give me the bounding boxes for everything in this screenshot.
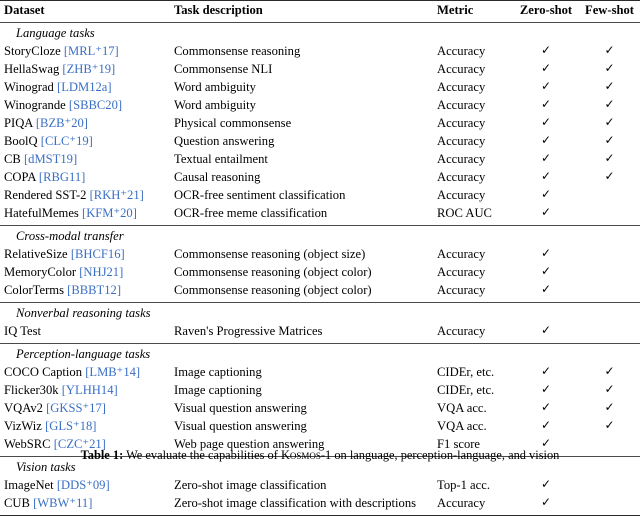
check-icon: ✓ [540,281,552,296]
citation-link[interactable]: [ZHB⁺19] [62,61,116,76]
check-icon: ✓ [540,494,552,509]
check-icon: ✓ [604,417,615,432]
cell-task-description: Question answering [174,133,275,148]
cell-task-description: Word ambiguity [174,97,256,112]
cell-task-description: OCR-free meme classification [174,205,328,220]
cell-metric: Accuracy [437,246,486,261]
cell-few-shot [579,207,640,226]
check-icon: ✓ [540,204,552,219]
caption-text-before: We evaluate the capabilities of [123,448,281,462]
section-heading-row [0,303,640,325]
cell-metric: F1 score [437,436,481,451]
cell-dataset [0,135,170,153]
check-icon: ✓ [540,78,552,93]
dataset-name: VizWiz [4,418,42,433]
cell-dataset [0,384,170,402]
cell-metric: Accuracy [437,115,486,130]
cell-metric: Accuracy [437,282,486,297]
cell-metric: Accuracy [437,495,486,510]
cell-metric: Accuracy [437,97,486,112]
cell-task-description: Causal reasoning [174,169,261,184]
cell-few-shot [579,248,640,266]
dataset-name: RelativeSize [4,246,68,261]
section-heading-label: Vision tasks [16,459,76,474]
cell-task-description: Image captioning [174,364,262,379]
cell-task-description: Zero-shot image classification [174,477,327,492]
check-icon: ✓ [604,399,615,414]
cell-task-description: Textual entailment [174,151,268,166]
citation-link[interactable]: [GLS⁺18] [45,418,97,433]
check-icon: ✓ [604,96,615,111]
cell-few-shot [579,417,640,438]
cell-few-shot [579,479,640,497]
cell-task-description: OCR-free sentiment classification [174,187,346,202]
dataset-name: HellaSwag [4,61,60,76]
cell-few-shot [579,266,640,284]
dataset-name: StoryCloze [4,43,61,58]
section-heading-row [0,344,640,366]
citation-link[interactable]: [BBBT12] [67,282,122,297]
cell-zero-shot [513,322,579,344]
cell-dataset [0,63,170,81]
citation-link[interactable]: [BHCF16] [70,246,125,261]
cell-metric: CIDEr, etc. [437,364,495,379]
table-row [0,207,640,226]
check-icon: ✓ [540,114,552,129]
dataset-name: CB [4,151,21,166]
check-icon: ✓ [540,399,552,414]
table-row [0,497,640,516]
check-icon: ✓ [540,417,552,432]
cell-metric: Accuracy [437,264,486,279]
cell-task-description: Commonsense reasoning [174,43,301,58]
citation-link[interactable]: [BZB⁺20] [35,115,88,130]
check-icon: ✓ [540,168,552,183]
section-heading-label: Nonverbal reasoning tasks [16,305,151,320]
check-icon: ✓ [540,186,552,201]
citation-link[interactable]: [LMB⁺14] [85,364,141,379]
cell-dataset [0,189,170,207]
check-icon: ✓ [540,150,552,165]
check-icon: ✓ [604,132,615,147]
check-icon: ✓ [540,245,552,260]
dataset-name: ColorTerms [4,282,64,297]
cell-dataset [0,479,170,497]
cell-metric: ROC AUC [437,205,492,220]
cell-task-description: Zero-shot image classification with descriptions [174,495,417,510]
check-icon: ✓ [540,476,552,491]
cell-dataset [0,117,170,135]
section-heading-row [0,226,640,248]
cell-dataset [0,366,170,384]
cell-few-shot [579,284,640,303]
check-icon: ✓ [604,150,615,165]
cell-few-shot [579,168,640,189]
cell-task-description: Physical commonsense [174,115,292,130]
table-row [0,479,640,497]
table-body [0,23,640,516]
cell-metric: Top-1 acc. [437,477,490,492]
cell-dataset [0,81,170,99]
check-icon: ✓ [540,42,552,57]
dataset-name: VQAv2 [4,400,43,415]
cell-task-description: Visual question answering [174,418,307,433]
dataset-name: Rendered SST-2 [4,187,87,202]
cell-dataset [0,402,170,420]
cell-zero-shot [513,204,579,226]
cell-zero-shot [513,281,579,303]
check-icon: ✓ [540,435,552,450]
dataset-name: Winograd [4,79,54,94]
figure-caption [0,448,640,463]
cell-few-shot [579,325,640,344]
cell-task-description: Image captioning [174,382,262,397]
cell-metric: CIDEr, etc. [437,382,495,397]
check-icon: ✓ [540,132,552,147]
dataset-name: BoolQ [4,133,38,148]
check-icon: ✓ [604,381,615,396]
citation-link[interactable]: [DDS⁺09] [56,477,110,492]
cell-task-description: Commonsense reasoning (object color) [174,264,372,279]
cell-task-description: Commonsense reasoning (object size) [174,246,366,261]
cell-task-description: Commonsense reasoning (object color) [174,282,372,297]
citation-link[interactable]: [MRL⁺17] [63,43,119,58]
cell-zero-shot [513,476,579,497]
caption-model-name: Kosmos-1 [280,448,332,462]
column-header-zero-shot: Zero-shot [519,3,573,17]
column-header-metric: Metric [437,3,474,17]
check-icon: ✓ [604,168,615,183]
cell-dataset [0,45,170,63]
dataset-name: MemoryColor [4,264,77,279]
table-header-row [0,1,640,22]
citation-link[interactable]: [RKH⁺21] [89,187,144,202]
cell-task-description: Raven's Progressive Matrices [174,323,323,338]
section-heading-label: Perception-language tasks [16,346,151,361]
check-icon: ✓ [604,42,615,57]
cell-metric: Accuracy [437,61,486,76]
citation-link[interactable]: [YLHH14] [61,382,118,397]
caption-label: Table 1: [80,448,124,462]
check-icon: ✓ [604,114,615,129]
cell-dataset [0,99,170,117]
cell-metric: VQA acc. [437,400,487,415]
dataset-name: COCO Caption [4,364,83,379]
cell-dataset [0,153,170,171]
citation-link[interactable]: [CLC⁺19] [40,133,93,148]
section-heading-label: Cross-modal transfer [16,228,124,243]
cell-dataset [0,248,170,266]
cell-dataset [0,207,170,226]
cell-task-description: Web page question answering [174,436,325,451]
section-heading-label: Language tasks [16,25,95,40]
column-header-dataset: Dataset [4,3,45,17]
check-icon: ✓ [540,381,552,396]
citation-link[interactable]: [SBBC20] [68,97,123,112]
table-header [0,1,640,23]
cell-metric: Accuracy [437,169,486,184]
check-icon: ✓ [540,60,552,75]
cell-task-description: Visual question answering [174,400,307,415]
check-icon: ✓ [540,322,552,337]
cell-dataset [0,284,170,303]
citation-link[interactable]: [WBW⁺11] [33,495,93,510]
check-icon: ✓ [540,263,552,278]
cell-metric: VQA acc. [437,418,487,433]
cell-metric: Accuracy [437,133,486,148]
dataset-name: HatefulMemes [4,205,79,220]
cell-dataset [0,266,170,284]
dataset-name: WebSRC [4,436,51,451]
cell-metric: Accuracy [437,323,486,338]
dataset-name: Winogrande [4,97,66,112]
table-row [0,325,640,344]
citation-link[interactable]: [GKSS⁺17] [46,400,106,415]
citation-link[interactable]: [RBG11] [38,169,86,184]
cell-dataset [0,420,170,438]
dataset-name: CUB [4,495,30,510]
cell-metric: Accuracy [437,187,486,202]
cell-few-shot [579,497,640,516]
cell-metric: Accuracy [437,151,486,166]
cell-task-description: Commonsense NLI [174,61,273,76]
caption-text-after: on language, perception-language, and vision [331,448,560,462]
cell-zero-shot [513,494,579,516]
column-header-task-description: Task description [174,3,263,17]
column-header-few-shot: Few-shot [585,3,634,17]
dataset-name: Flicker30k [4,382,59,397]
cell-dataset [0,497,170,516]
check-icon: ✓ [604,363,615,378]
citation-link[interactable]: [CZC⁺21] [53,436,106,451]
cell-few-shot [579,189,640,207]
dataset-name: COPA [4,169,36,184]
check-icon: ✓ [604,78,615,93]
dataset-name: IQ Test [4,323,42,338]
cell-task-description: Word ambiguity [174,79,256,94]
dataset-name: PIQA [4,115,33,130]
check-icon: ✓ [540,363,552,378]
cell-metric: Accuracy [437,43,486,58]
check-icon: ✓ [604,60,615,75]
cell-dataset [0,325,170,344]
dataset-name: ImageNet [4,477,54,492]
citation-link[interactable]: [dMST19] [23,151,78,166]
section-heading-row [0,23,640,45]
citation-link[interactable]: [NHJ21] [79,264,124,279]
citation-link[interactable]: [KFM⁺20] [82,205,137,220]
citation-link[interactable]: [LDM12a] [57,79,112,94]
check-icon: ✓ [540,96,552,111]
table-row [0,284,640,303]
cell-dataset [0,171,170,189]
cell-metric: Accuracy [437,79,486,94]
